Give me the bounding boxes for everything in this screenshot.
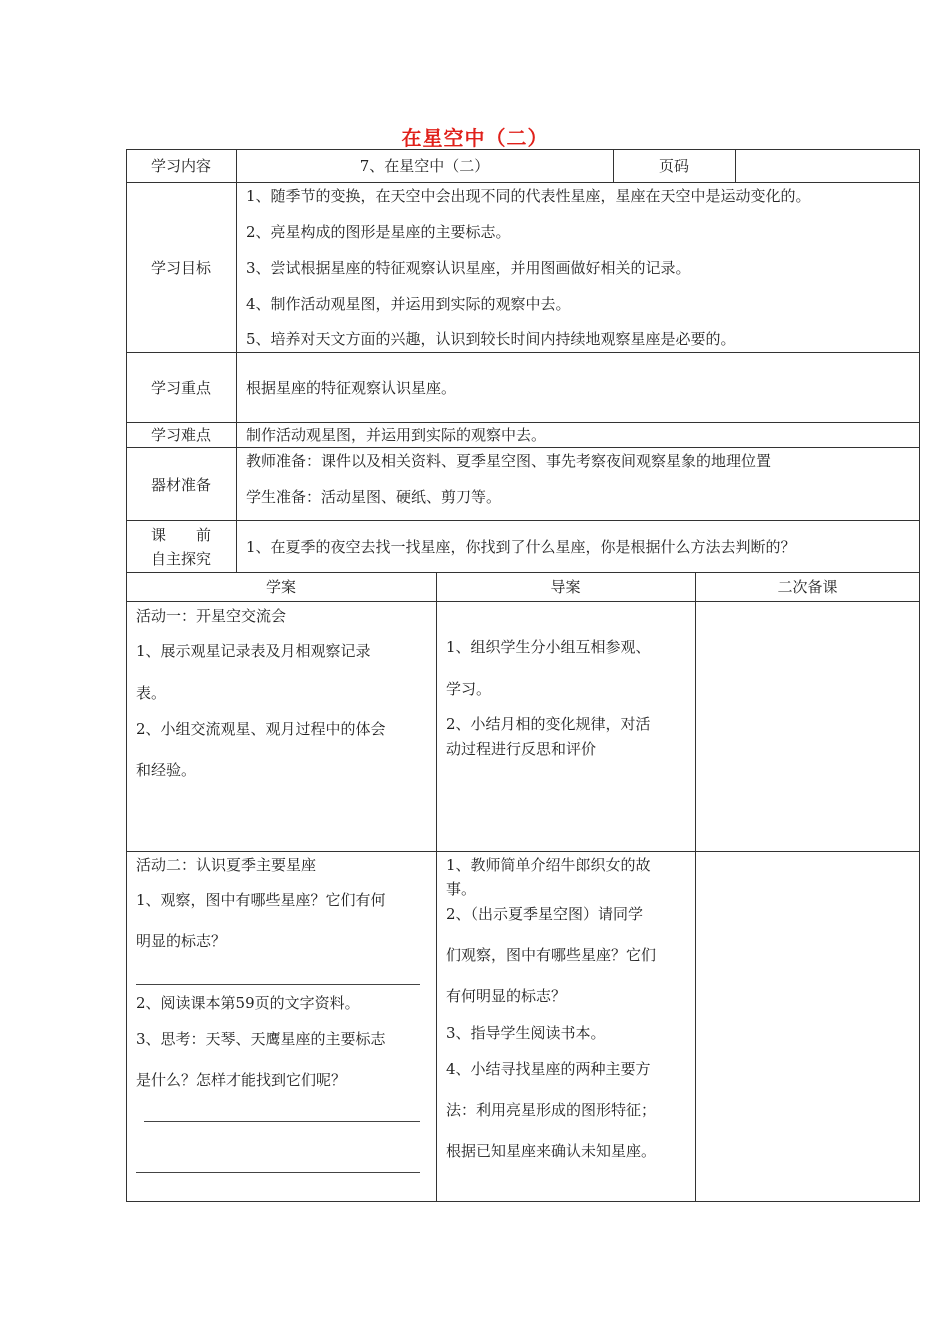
activity1-study-line: 表。 — [136, 684, 167, 702]
materials-student: 学生准备：活动星图、硬纸、剪刀等。 — [246, 488, 502, 506]
activity2-study-line: 2、阅读课本第59页的文字资料。 — [136, 994, 360, 1012]
column-header-study: 学案 — [265, 578, 296, 596]
difficulty-label: 学习难点 — [150, 426, 211, 444]
difficulty-value: 制作活动观星图，并运用到实际的观察中去。 — [246, 426, 547, 444]
activity2-guide-line: 2、（出示夏季星空图）请同学 — [446, 905, 644, 923]
preview-label-line1: 课 前 — [150, 526, 211, 544]
activity2-guide-line: 法：利用亮星形成的图形特征； — [446, 1101, 657, 1119]
activity1-guide-line: 1、组织学生分小组互相参观、 — [446, 638, 651, 656]
activity2-study-line: 明显的标志？ — [136, 932, 227, 950]
activity2-guide-line: 4、小结寻找星座的两种主要方 — [446, 1060, 651, 1078]
column-header-guide: 导案 — [550, 578, 581, 596]
activity2-study-line: 1、观察，图中有哪些星座？它们有何 — [136, 891, 386, 909]
goal-item-5: 5、培养对天文方面的兴趣，认识到较长时间内持续地观察星座是必要的。 — [246, 330, 736, 348]
materials-teacher: 教师准备：课件以及相关资料、夏季星空图、事先考察夜间观察星象的地理位置 — [246, 452, 772, 470]
activity1-study-line: 1、展示观星记录表及月相观察记录 — [136, 642, 371, 660]
lesson-info-table — [126, 149, 920, 573]
activity2-study-line: 是什么？怎样才能找到它们呢？ — [136, 1071, 347, 1089]
activity1-guide-line: 动过程进行反思和评价 — [446, 740, 597, 758]
preview-value: 1、在夏季的夜空去找一找星座，你找到了什么星座，你是根据什么方法去判断的？ — [246, 538, 796, 556]
materials-label: 器材准备 — [150, 476, 211, 494]
activity2-guide-line: 事。 — [446, 880, 477, 898]
answer-blank-line — [144, 1121, 420, 1122]
column-header-second: 二次备课 — [777, 578, 838, 596]
activity1-guide-line: 2、小结月相的变化规律，对活 — [446, 715, 651, 733]
activity2-guide-line: 有何明显的标志？ — [446, 987, 567, 1005]
activity2-guide-line: 1、教师简单介绍牛郎织女的故 — [446, 856, 651, 874]
activity2-study-line: 活动二：认识夏季主要星座 — [136, 856, 317, 874]
goals-label: 学习目标 — [150, 259, 211, 277]
answer-blank-line — [136, 1172, 420, 1173]
goal-item-4: 4、制作活动观星图，并运用到实际的观察中去。 — [246, 295, 571, 313]
answer-blank-line — [136, 984, 420, 985]
activity2-guide-line: 3、指导学生阅读书本。 — [446, 1024, 606, 1042]
activity1-guide-line: 学习。 — [446, 680, 492, 698]
content-value: 7、在星空中（二） — [359, 157, 490, 175]
page-label: 页码 — [658, 157, 689, 175]
activity2-study-line: 3、思考：天琴、天鹰星座的主要标志 — [136, 1030, 386, 1048]
goal-item-2: 2、亮星构成的图形是星座的主要标志。 — [246, 223, 511, 241]
activity1-study-line: 活动一：开星空交流会 — [136, 607, 287, 625]
preview-label-line2: 自主探究 — [150, 550, 211, 568]
focus-value: 根据星座的特征观察认识星座。 — [246, 379, 457, 397]
activity2-guide-line: 根据已知星座来确认未知星座。 — [446, 1142, 657, 1160]
focus-label: 学习重点 — [150, 379, 211, 397]
activity2-guide-line: 们观察，图中有哪些星座？它们 — [446, 946, 657, 964]
activity1-study-line: 和经验。 — [136, 761, 197, 779]
page-title: 在星空中（二） — [401, 126, 549, 150]
goal-item-3: 3、尝试根据星座的特征观察认识星座，并用图画做好相关的记录。 — [246, 259, 691, 277]
activity1-study-line: 2、小组交流观星、观月过程中的体会 — [136, 720, 386, 738]
goal-item-1: 1、随季节的变换，在天空中会出现不同的代表性星座，星座在天空中是运动变化的。 — [246, 187, 811, 205]
content-label: 学习内容 — [150, 157, 211, 175]
